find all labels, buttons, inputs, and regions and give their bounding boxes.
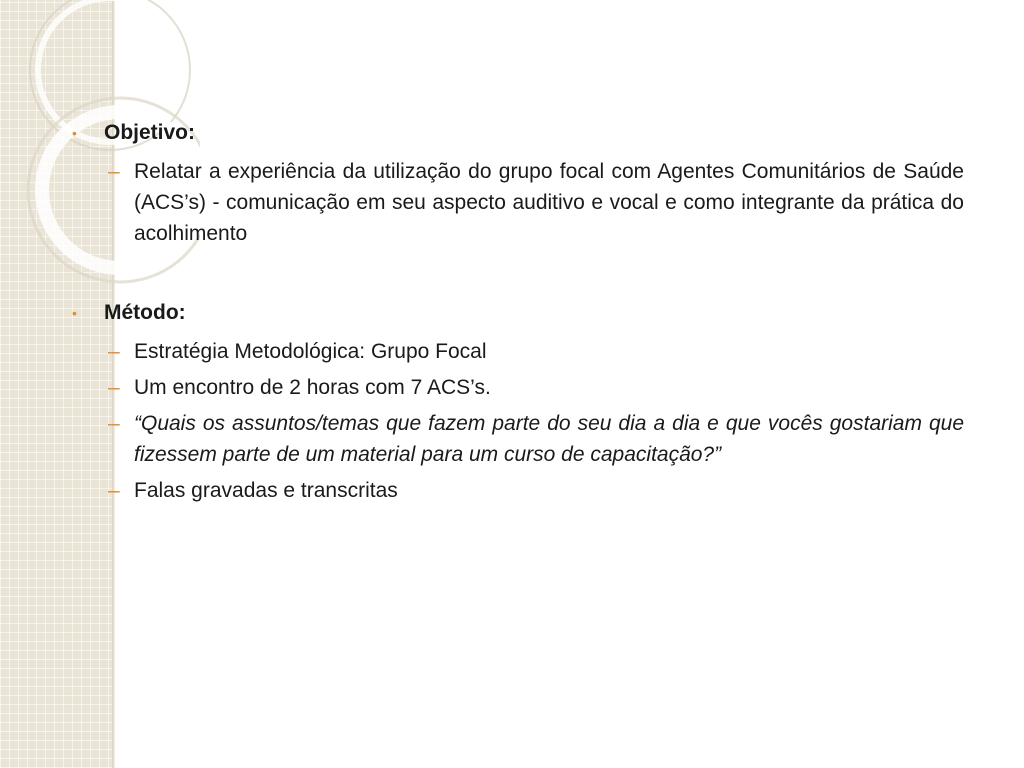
dash-icon: – — [108, 376, 120, 399]
list-item-text-question: “Quais os assuntos/temas que fazem parte do seu dia a dia e que vocês gostariam que fizessem parte de um material para um curso de capacitação?” — [134, 412, 964, 466]
list-item — [72, 336, 964, 367]
section-heading-objetivo — [72, 118, 964, 148]
list-item — [72, 408, 964, 470]
section-heading-metodo — [72, 298, 964, 328]
list-item-text: Relatar a experiência da utilização do grupo focal com Agentes Comunitários de Saúde (ACS’s) - comunicação em seu aspecto auditivo e vocal e como integrante da prática do acolhimento — [134, 160, 964, 245]
list-item-text: Falas gravadas e transcritas — [134, 479, 398, 502]
list-item-text: Um encontro de 2 horas com 7 ACS’s. — [134, 376, 491, 399]
dash-icon: – — [108, 160, 120, 183]
list-item — [72, 156, 964, 249]
list-item — [72, 475, 964, 506]
list-item-text: Estratégia Metodológica: Grupo Focal — [134, 340, 487, 363]
heading-text: Método: — [104, 301, 186, 324]
bullet-icon: • — [72, 305, 77, 321]
dash-icon: – — [108, 479, 120, 502]
bullet-icon: • — [72, 125, 77, 141]
heading-text: Objetivo: — [104, 121, 196, 144]
dash-icon: – — [108, 412, 120, 435]
slide-content — [72, 118, 964, 511]
dash-icon: – — [108, 340, 120, 363]
list-item — [72, 372, 964, 403]
